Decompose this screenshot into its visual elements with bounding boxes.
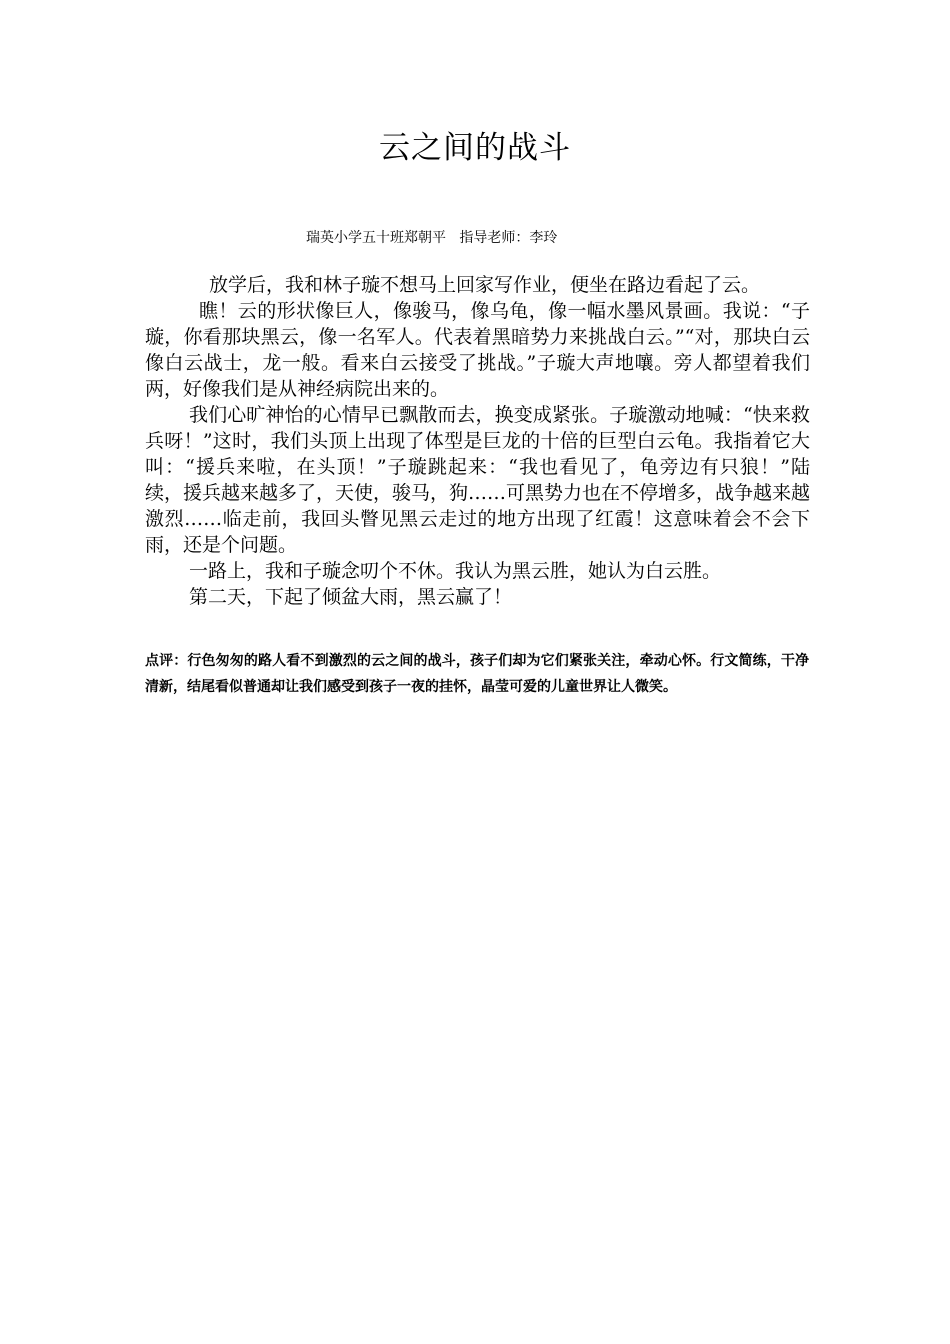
paragraph-4: 一路上，我和子璇念叨个不休。我认为黑云胜，她认为白云胜。 [189,560,722,582]
document-title: 云之间的战斗 [379,130,571,166]
essay-body [145,272,810,610]
paragraph-1: 放学后，我和林子璇不想马上回家写作业，便坐在路边看起了云。 [209,274,761,296]
author-byline: 瑞英小学五十班郑朝平 指导老师：李玲 [306,230,558,246]
paragraph-3: 我们心旷神怡的心情早已飘散而去，换变成紧张。子璇激动地喊：“快来救兵呀！”这时，我们头顶上出现了体型是巨龙的十倍的巨型白云龟。我指着它大叫：“援兵来啦，在头顶！”子璇跳起来：“我也看见了，龟旁边有只狼！”陆续，援兵越来越多了，天使，骏马，狗……可黑势力也在不停增多，战争越来越激烈……临走前，我回头瞥见黑云走过的地方出现了红霞！这意味着会不会下雨，还是个问题。 [145,404,811,556]
teacher-comment: 点评：行色匆匆的路人看不到激烈的云之间的战斗，孩子们却为它们紧张关注，牵动心怀。行文简练，干净清新，结尾看似普通却让我们感受到孩子一夜的挂怀，晶莹可爱的儿童世界让人微笑。 [145,653,809,695]
paragraph-2: 瞧！云的形状像巨人，像骏马，像乌龟，像一幅水墨风景画。我说：“子璇，你看那块黑云，像一名军人。代表着黑暗势力来挑战白云。”“对，那块白云像白云战士，龙一般。看来白云接受了挑战。”子璇大声地嚷。旁人都望着我们两，好像我们是从神经病院出来的。 [145,300,810,400]
paragraph-5: 第二天，下起了倾盆大雨，黑云赢了！ [189,586,513,608]
